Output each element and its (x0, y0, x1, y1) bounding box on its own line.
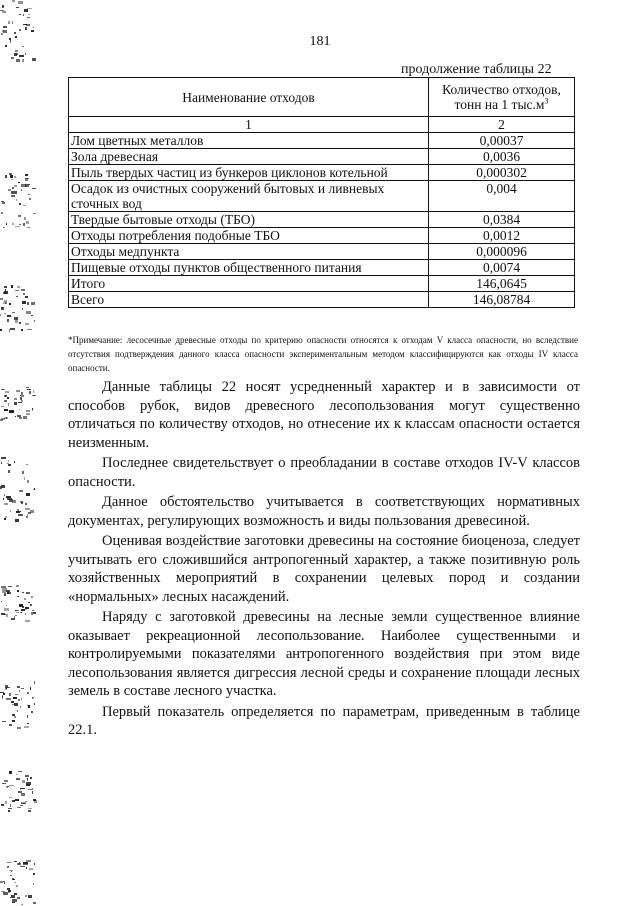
waste-value-cell: 0,0036 (429, 149, 575, 165)
waste-name-cell: Лом цветных металлов (69, 133, 429, 149)
waste-value-cell: 0,0074 (429, 260, 575, 276)
waste-name-cell: Пыль твердых частиц из бункеров циклонов котельной (69, 165, 429, 181)
paragraph: Наряду с заготовкой древесины на лесные земли существенное влияние оказывает рекреационной лесопользование. Наиболее существенными и контролируемыми показателями антропогенного воздействия при этом виде лесопользования является дигрессия лесной среды и сохранение площади лесных земель в составе лесного участка. (68, 609, 580, 699)
waste-value-cell: 0,0384 (429, 212, 575, 228)
paragraph: Первый показатель определяется по параметрам, приведенным в таблице 22.1. (68, 703, 580, 738)
waste-name-cell: Осадок из очистных сооружений бытовых и ливневых сточных вод (69, 181, 429, 212)
table-row (69, 133, 575, 149)
waste-value-cell: 146,0645 (429, 276, 575, 292)
waste-value-cell: 146,08784 (429, 292, 575, 308)
column-number-row (69, 117, 575, 133)
table-row (69, 292, 575, 308)
table-row (69, 165, 575, 181)
waste-table (68, 77, 575, 308)
paragraph: Оценивая воздействие заготовки древесины на состояние биоценоза, следует учитывать его сложившийся антропогенный характер, а также позитивную роль хозяйственных мероприятий в сохранении целевых пород и создании «нормальных» лесных насаждений. (68, 533, 580, 605)
table-row (69, 244, 575, 260)
page-number: 181 (309, 34, 331, 49)
table-row (69, 228, 575, 244)
table-row (69, 212, 575, 228)
waste-name-cell: Отходы потребления подобные ТБО (69, 228, 429, 244)
waste-name-cell: Пищевые отходы пунктов общественного питания (69, 260, 429, 276)
body-text (68, 378, 580, 742)
table-row (69, 276, 575, 292)
waste-name-cell: Отходы медпункта (69, 244, 429, 260)
waste-value-cell: 0,000096 (429, 244, 575, 260)
table-caption: продолжение таблицы 22 (401, 62, 552, 77)
header-quantity-line1: Количество отходов, (442, 82, 561, 97)
paragraph: Последнее свидетельствует о преобладании в составе отходов IV-V классов опасности. (68, 455, 580, 490)
waste-name-cell: Всего (69, 292, 429, 308)
table-row (69, 181, 575, 212)
column-number: 2 (429, 117, 575, 133)
scan-margin-artifacts (0, 0, 38, 906)
header-waste-name: Наименование отходов (69, 78, 429, 117)
waste-name-cell: Итого (69, 276, 429, 292)
table-footnote: *Примечание: лесосечные древесные отходы по критерию опасности относятся к отходам V класса опасности, но вследствие отсутствия подтверждения данного класса опасности экспериментальным методом классифицируются как отходы IV класса опасности. (68, 335, 578, 373)
waste-value-cell: 0,00037 (429, 133, 575, 149)
paragraph: Данные таблицы 22 носят усредненный характер и в зависимости от способов рубок, видов древесного лесопользования могут существенно отличаться по количеству отходов, но отнесение их к классам опасности остается неизменным. (68, 379, 580, 451)
waste-name-cell: Твердые бытовые отходы (ТБО) (69, 212, 429, 228)
waste-value-cell: 0,0012 (429, 228, 575, 244)
paragraph: Данное обстоятельство учитывается в соответствующих нормативных документах, регулирующих возможность и виды пользования древесиной. (68, 494, 580, 529)
waste-value-cell: 0,004 (429, 181, 575, 212)
header-quantity-line2: тонн на 1 тыс.м (454, 97, 545, 112)
waste-value-cell: 0,000302 (429, 165, 575, 181)
header-quantity-sup: 3 (544, 96, 549, 106)
table-row (69, 260, 575, 276)
header-waste-quantity (429, 78, 575, 117)
table-row (69, 149, 575, 165)
waste-name-cell: Зола древесная (69, 149, 429, 165)
table-header-row (69, 78, 575, 117)
column-number: 1 (69, 117, 429, 133)
